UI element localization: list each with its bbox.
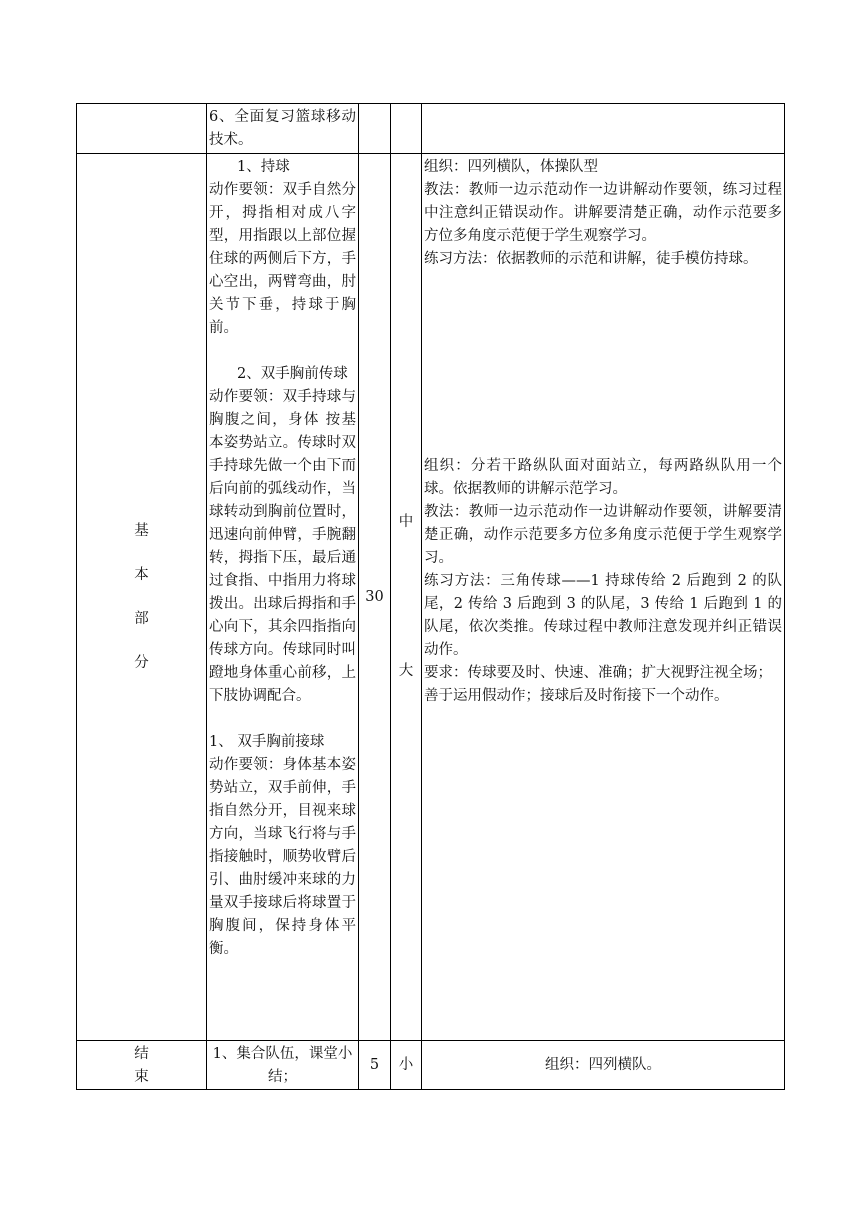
method-cell — [422, 1041, 785, 1090]
part-char: 基 — [134, 523, 149, 539]
review-text: 6、全面复习篮球移动技术。 — [209, 109, 356, 148]
part-char: 部 — [134, 611, 149, 627]
intensity-value: 小 — [398, 1056, 414, 1073]
time-value: 30 — [365, 588, 384, 605]
method-practice-b: 练习方法：三角传球——1 持球传给 2 后跑到 2 的队尾，2 传给 3 后跑到 3 的队尾，3 传给 1 后跑到 1 的队尾，依次类推。传球过程中教师注意发现并纠正错误动作。 — [424, 573, 782, 658]
intensity-cell — [391, 1041, 422, 1090]
section-text-chest-catch: 动作要领：身体基本姿势站立，双手前伸，手指自然分开，目视来球方向，当球飞行将与手指接触时，顺势收臂后引、曲肘缓冲来球的力量双手接球后将球置于胸腹间，保持身体平衡。 — [209, 757, 356, 957]
part-char: 结 — [134, 1046, 149, 1062]
table-row-basic-part — [77, 154, 785, 1041]
method-org-b: 组织：分若干路纵队面对面站立，每两路纵队用一个球。依据教师的讲解示范学习。 — [424, 458, 782, 497]
intensity-char: 大 — [398, 663, 414, 679]
method-org-a: 组织：四列横队，体操队型 — [424, 159, 598, 175]
table-row-review — [77, 104, 785, 154]
section-text-chest-pass: 动作要领：双手持球与胸腹之间，身体 按基本姿势站立。传球时双手持球先做一个由下而后向前的弧线动作，当球转动到胸前位置时，迅速向前伸臂，手腕翻转，拇指下压，最后通过食指、中指用力将球拨出。出球后拇指和手心向下，其余四指指向传球方向。传球同时叫蹬地身体重心前移，上下肢协调配合。 — [209, 389, 356, 704]
content-cell — [207, 154, 359, 1041]
section-title-hold-ball: 1、持球 — [237, 159, 290, 175]
lesson-plan-table — [76, 103, 785, 1090]
time-cell — [359, 1041, 391, 1090]
intensity-char: 中 — [398, 514, 414, 530]
time-cell-empty — [359, 104, 391, 154]
part-label-cell — [77, 154, 207, 1041]
section-title-chest-pass: 2、双手胸前传球 — [237, 366, 348, 382]
method-cell — [422, 154, 785, 1041]
time-value: 5 — [369, 1056, 380, 1073]
method-teach-b: 教法：教师一边示范动作一边讲解动作要领，讲解要清楚正确，动作示范要多方位多角度示范便于学生观察学习。 — [424, 504, 782, 566]
method-org: 组织：四列横队。 — [545, 1056, 661, 1073]
content-cell — [207, 1041, 359, 1090]
part-char: 本 — [134, 567, 149, 583]
method-teach-a: 教法：教师一边示范动作一边讲解动作要领，练习过程中注意纠正错误动作。讲解要清楚正确，动作示范要多方位多角度示范便于学生观察学习。 — [424, 182, 782, 244]
section-text-hold-ball: 动作要领：双手自然分开，拇指相对成八字型，用指跟以上部位握住球的两侧后下方，手心空出，两臂弯曲，肘关节下垂，持球于胸前。 — [209, 182, 356, 336]
intensity-cell — [391, 154, 422, 1041]
method-cell-empty — [422, 104, 785, 154]
section-title-chest-catch: 1、 双手胸前接球 — [209, 734, 325, 750]
method-requirement-2: 善于运用假动作；接球后及时衔接下一个动作。 — [424, 688, 729, 704]
method-requirement-1: 要求：传球要及时、快速、准确；扩大视野注视全场； — [424, 665, 772, 681]
intensity-cell-empty — [391, 104, 422, 154]
content-cell — [207, 104, 359, 154]
part-char: 分 — [134, 655, 149, 671]
ending-text: 1、集合队伍，课堂小结； — [212, 1046, 353, 1085]
part-label-cell — [77, 1041, 207, 1090]
time-cell — [359, 154, 391, 1041]
table-row-ending — [77, 1041, 785, 1090]
part-char: 束 — [134, 1069, 149, 1085]
method-practice-a: 练习方法：依据教师的示范和讲解，徒手模仿持球。 — [424, 251, 758, 267]
part-cell-empty — [77, 104, 207, 154]
